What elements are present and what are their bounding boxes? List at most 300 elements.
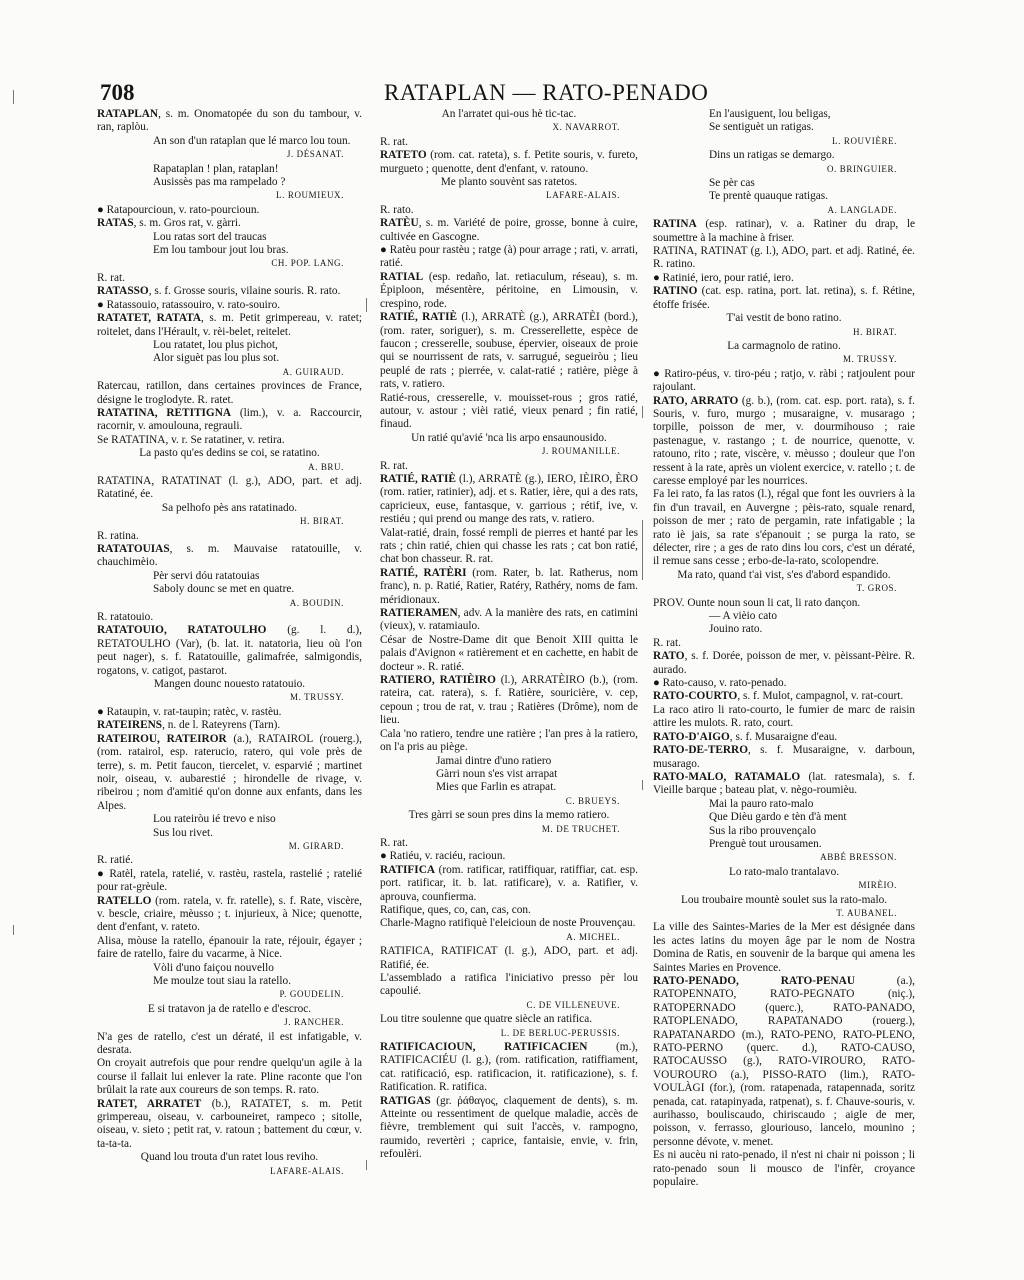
headword: RATO-MALO, RATAMALO [653, 770, 801, 783]
entry [97, 380, 362, 407]
entry-text: Sa pelhofo pès ans ratatinado. [161, 501, 298, 514]
entry-text: Jouino rato. [709, 623, 763, 636]
entry-text: (lim.), v. a. Raccourcir, racornir, v. amoulouna, regrauli. [97, 406, 362, 433]
entry-text: Me moulze tout siau la ratello. [153, 975, 292, 987]
verse-line [709, 190, 915, 203]
headword: RATINA [653, 218, 697, 231]
headword: RATO-COURTO [653, 690, 738, 703]
entry-text: RATATINA, RATATINAT (l. g.), ADO, part. et adj. Ratatiné, ée. [97, 474, 362, 501]
entry-text: Quand lou trouta d'un ratet lous reviho. [140, 1151, 319, 1164]
entry-text: L. DE BERLUC-PERUSSIS. [500, 1027, 620, 1038]
margin-rule [13, 90, 14, 104]
headword: RATIÉ, RATÈRI [380, 566, 467, 579]
headword: RATETO [380, 149, 427, 162]
entry-text: R. rat. [653, 636, 681, 649]
entry [653, 677, 915, 690]
quote-line [380, 176, 638, 189]
entry-text: (rom. ratela, v. fr. ratelle), s. f. Rate, viscère, v. bescle, criaire, mèusso ; t. injurieux, à Nice; quenotte, dent d'enfant, v. rateto. [97, 894, 362, 934]
entry-text: Lou ratas sort del traucas [153, 230, 267, 243]
entry-text: ● Ratèl, ratela, ratelié, v. rastèu, rastela, rastelié ; ratelié pour rat-grèule. [97, 867, 362, 894]
entry [380, 204, 638, 217]
entry-text: (rom. ratificar, ratiffiquar, ratiffiar, cat. esp. port. ratificar, it. b. lat. ratificare), v. a. Ratifier, v. aprouva, counfierma. [380, 863, 638, 903]
entry [97, 733, 362, 813]
entry-text: Saboly dounc se met en quatre. [153, 583, 295, 596]
entry-text: La ville des Saintes-Maries de la Mer est désignée dans les actes latins du moyen âge par le nom de Nostra Domina de Ratis, en souvenir de la barque qui amena les Saintes Maries en Provence. [653, 921, 915, 974]
entry-text: Mies que Farlin es atrapat. [436, 781, 557, 794]
entry-text: J. DÉSANAT. [286, 149, 344, 160]
citation-author [380, 189, 620, 202]
citation-author [653, 135, 897, 148]
entry-text: A. GUIRAUD. [282, 366, 344, 377]
entry-text: ● Ratèu pour rastèu ; ratge (à) pour arrage ; rati, v. arrati, ratié. [380, 244, 638, 270]
entry-text: ● Ratassouio, ratassouiro, v. rato-souiro. [97, 298, 281, 311]
quote-line [97, 1151, 362, 1164]
entry-text: L'assemblado a ratifica l'iniciativo presso pèr lou capoulié. [380, 972, 638, 998]
entry-text: (a.), RATOPENNATO, RATO-PEGNATO (niç.), RATOPERNADO (querc.), RATO-PANADO, RATOPLENADO, RAPATANADO (rouerg.), RAPATANARDO (m.), RATO-PENO, RATO-PLENO, RATO-PERNO (querc. d.), RATO-CAUSO, RATOCAUSSO (g.), RATO-VIROURO, RATO-VOUROURO (a.), PISSO-RATO (lim.), RATO-VOULÀGI (for.), (rom. ratapenada, ratapennada, soritz penada, cat. ratapinyada, ratpenat), s. f. Chauve-souris, v. aurihasso, bouliscaudo, chiriscaudo ; aigle de mer, poisson, v. ferrasso, glouriouso, lancelo, mounino ; personne dévote, v. menet. [653, 975, 915, 1148]
verse-line [153, 231, 362, 244]
entry [653, 218, 915, 245]
entry [380, 728, 638, 755]
column-rule [366, 298, 367, 312]
entry-text: ● Ratiro-péus, v. tiro-péu ; ratjo, v. ràbi ; ratjoulent pour rajoulant. [653, 367, 915, 394]
headword: RATAPLAN [97, 108, 159, 120]
entry-text: Un ratié qu'avié 'nca lis arpo ensaunousido. [411, 431, 607, 444]
entry-text: Charle-Magno ratifiquè l'eleicioun de noste Prouvençau. [380, 917, 636, 930]
entry [380, 837, 638, 850]
entry-text: Ratercau, ratillon, dans certaines provinces de France, désigne le troglodyte. R. ratet. [97, 380, 362, 406]
entry-text: M. GIRARD. [288, 840, 344, 851]
entry-text: Lou ratatet, lou plus pichot, [153, 338, 278, 351]
entry-text: Lou titre soulenne que quatre siècle an ratifica. [380, 1013, 593, 1026]
headword: RATO-PENADO, RATO-PENAU [653, 975, 855, 987]
headword: RATAS [97, 217, 134, 230]
quote-line [653, 340, 915, 353]
verse-line [153, 975, 362, 988]
entry [653, 771, 915, 798]
entry-text: Ma rato, quand t'ai vist, s'es d'abord espandido. [677, 568, 891, 581]
entry-text: An son d'un rataplan que lé marco lou toun. [153, 134, 351, 147]
entry-text: La pasto qu'es dedins se coi, se ratatino. [139, 447, 320, 460]
entry-text: (esp. redaño, lat. retiaculum, réseau), s. m. Épiploon, mésentère, péritoine, en Limousin, v. crespino, rode. [380, 270, 638, 310]
citation-author [653, 204, 897, 217]
entry-text: LAFARE-ALAIS. [546, 190, 620, 201]
verse-line [436, 781, 638, 794]
headword: RATIAL [380, 270, 424, 283]
headword: RATIGAS [380, 1094, 431, 1107]
entry-text: ● Ratiéu, v. raciéu, racioun. [380, 850, 506, 863]
column-1 [97, 108, 362, 1179]
entry-text: Que Dièu gardo e tèn d'à ment [709, 811, 847, 824]
entry-text: Rapataplan ! plan, rataplan! [153, 162, 279, 175]
column-2 [380, 108, 638, 1162]
headword: RATIÉ, RATIÈ [380, 472, 456, 485]
headword: RATIERO, RATIÈIRO [380, 674, 496, 687]
entry [380, 607, 638, 634]
entry [97, 299, 362, 312]
entry-text: Te prentè quauque ratigas. [709, 190, 829, 203]
entry [380, 917, 638, 930]
entry-text: R. rato. [380, 203, 414, 216]
entry-text: J. ROUMANILLE. [541, 446, 620, 457]
entry-text: , s. f. Mulot, campagnol, v. rat-court. [737, 690, 904, 703]
verse-line [709, 149, 915, 162]
citation-author [380, 445, 620, 458]
citation-author [97, 840, 344, 853]
entry-text: CH. POP. LANG. [271, 258, 344, 269]
entry [97, 475, 362, 502]
headword: RATEIROU, RATEIROR [97, 732, 227, 745]
entry-text: (cat. esp. ratina, port. lat. retina), s. f. Rétine, étoffe frisée. [653, 285, 915, 311]
entry-text: En l'ausiguent, lou beligas, [709, 108, 831, 120]
entry [380, 527, 638, 567]
verse-line [709, 798, 915, 811]
entry-text: J. RANCHER. [284, 1017, 344, 1028]
citation-author [653, 326, 897, 339]
entry-text: MIRÈIO. [858, 880, 897, 891]
entry [97, 611, 362, 624]
entry-text: Valat-ratié, drain, fossé rempli de pierres et hanté par les rats ; chin ratié, chien qui chasse les rats ; cat bon ratié, chat bon chasseur. R. rat. [380, 526, 638, 566]
entry-text: La carmagnolo de ratino. [727, 339, 841, 352]
entry [653, 285, 915, 312]
quote-line [653, 866, 915, 879]
page-number: 708 [100, 80, 135, 105]
entry [653, 637, 915, 650]
entry [380, 136, 638, 149]
headword: RATATOUIO, RATATOULHO [97, 624, 267, 637]
citation-author [653, 879, 897, 892]
entry-text: Lou troubaire mountè soulet sus la rato-malo. [680, 893, 888, 906]
entry-text: P. GOUDELIN. [279, 989, 344, 1000]
quote-line [97, 678, 362, 691]
verse-line [153, 176, 362, 189]
entry-text: A. BOUDIN. [289, 597, 344, 608]
entry-text: (lat. ratesmala), s. f. Vieille barque ; bateau plat, v. nègo-roumièu. [653, 770, 915, 797]
entry [97, 624, 362, 678]
entry-text: Es ni aucèu ni rato-penado, il n'est ni chair ni poisson ; li rato-penado soun li mousco de l'infèr, croyance populaire. [653, 1149, 915, 1189]
entry-text: R. ratina. [97, 529, 139, 542]
entry [97, 204, 362, 217]
entry-text: E si tratavon ja de ratello e d'escroc. [147, 1002, 312, 1015]
quote-line [97, 447, 362, 460]
citation-author [97, 691, 344, 704]
entry-text: T. AUBANEL. [836, 907, 897, 918]
entry-text: Sus lou rivet. [153, 826, 213, 839]
entry-text: ABBÉ BRESSON. [820, 852, 897, 863]
entry [97, 543, 362, 570]
headword: RATELLO [97, 894, 152, 907]
entry-text: Prenguè tout urousamen. [709, 837, 822, 850]
entry-text: M. TRUSSY. [290, 692, 344, 703]
entry [653, 488, 915, 568]
citation-author [97, 189, 344, 202]
entry-text: Gàrri noun s'es vist arrapat [436, 767, 558, 780]
entry [653, 650, 915, 677]
citation-author [97, 597, 344, 610]
entry-text: (gr. ῥάθαγος, claquement de dents), s. m. Atteinte ou ressentiment de quelque maladie, accès de fièvre, tremblement qui suit l'accès, v. rampogno, raumido, revertèri ; caprice, fantaisie, envie, v. frin, refoulèri. [380, 1094, 638, 1161]
entry [653, 597, 915, 610]
entry [97, 530, 362, 543]
entry-text: Me planto souvènt sas ratetos. [440, 176, 578, 189]
entry [653, 245, 915, 272]
entry [380, 1095, 638, 1162]
entry-text: (g. b.), (rom. cat. esp. port. rata), s. f. Souris, v. furo, murgo ; musaraigne, v. musarago ; torpille, poisson de mer, v. dourmihouso ; raie pastenague, v. rastango ; t. de nourrice, quenotte, v. ratouno, rito ; rate, viscère, v. mèusso ; douleur que l'on ressent à la rate, après un violent exercice, v. ratello ; t. de caresse employé par les nourrices. [653, 394, 915, 487]
headword: RATASSO [97, 285, 149, 298]
entry-text: (g. l. d.), RETATOULHO (Var), (b. lat. it. natatoria, lieu où l'on peut nager), s. f. Ratatouille, galimafrée, salmigondis, rogatons, v. catigot, pastarot. [97, 624, 363, 677]
entry-text: Ratié-rous, cresserelle, v. mouisset-rous ; gros ratié, autour, v. astour ; vièi ratié, vieux penard ; fin ratié, finaud. [380, 391, 638, 431]
entry-text: R. rat. [97, 271, 125, 284]
verse-line [709, 108, 915, 121]
verse-line [153, 352, 362, 365]
entry [380, 945, 638, 972]
entry [380, 217, 638, 244]
headword: RATIÉ, RATIÈ [380, 311, 458, 324]
entry-text: Ausissès pas ma rampelado ? [153, 176, 286, 189]
entry [380, 271, 638, 311]
entry-text: PROV. Ounte noun soun li cat, li rato dançon. [653, 596, 861, 609]
quote-line [653, 894, 915, 907]
entry-text: , s. f. Grosse souris, vilaine souris. R. rato. [148, 285, 341, 298]
entry [97, 1098, 362, 1152]
entry-text: Jamai dintre d'uno ratiero [436, 754, 552, 767]
entry [380, 311, 638, 391]
entry-text: (l.), ARRATÈ (g.), IERO, IÈIRO, ÈRO (rom. ratier, ratinier), adj. et s. Ratier, ière, qui a des rats, capricieux, euse, fantasque, v. garrious ; rétif, ive, v. restiéu ; qui prend ou mange des rats, v. ratiero. [380, 472, 638, 526]
verse-line [709, 121, 915, 134]
entry-text: , adv. A la manière des rats, en catimini (vieux), v. ratamiaulo. [380, 607, 638, 633]
entry-text: , s. m. Petit grimpereau, v. ratet; roitelet, dans l'Hérault, v. rèi-belet, reitelet. [97, 312, 362, 338]
citation-author [97, 988, 344, 1001]
entry-text: ● Rato-causo, v. rato-penado. [653, 677, 787, 690]
entry-text: A. LANGLADE. [827, 204, 897, 215]
entry-text: Pèr servi dóu ratatouias [153, 569, 260, 582]
entry-text: L. ROUMIEUX. [276, 190, 344, 201]
entry-text: X. NAVARROT. [552, 122, 620, 133]
entry-text: Vòli d'uno faiçou nouvello [153, 961, 274, 974]
headword: RATO, ARRATO [653, 394, 739, 407]
quote-line [380, 809, 638, 822]
entry-text: Se sentiguèt un ratigas. [709, 121, 814, 134]
entry-text: (l.), ARRATÈIRO (b.), (rom. rateira, cat. ratera), s. f. Ratière, souricière, v. cep, cepoun ; trou de rat, v. trau ; Ratières (Drôme), nom de lieu. [380, 674, 639, 727]
entry-text: Alisa, mòuse la ratello, épanouir la rate, réjouir, égayer ; faire de ratello, faire du vacarme, à Nice. [97, 934, 362, 961]
entry-text: (a.), RATAIROL (rouerg.), (rom. ratairol, esp. raterucio, ratero, qui vole près de terre), s. m. Petit faucon, tiercelet, v. esparvié ; martinet noir, oiseau, v. aubarestié ; hirondelle de rivage, v. ribeirou ; nom d'amitié qu'on donne aux enfants, dans les Alpes. [97, 732, 362, 812]
entry-text: On croyait autrefois que pour rendre quelqu'un agile à la course il fallait lui enlever la rate. Pline raconte que l'on brûlait la rate aux coureurs de son temps. R. rato. [97, 1057, 362, 1097]
entry-text: C. DE VILLENEUVE. [526, 999, 620, 1010]
entry-text: , s. m. Variété de poire, grosse, bonne à cuire, cultivée en Gascogne. [380, 217, 638, 243]
headword: RATATET, RATATA [97, 312, 201, 325]
headword: RATATOUIAS [97, 543, 170, 555]
entry-text: L. ROUVIÈRE. [832, 135, 897, 146]
running-title: RATAPLAN — RATO-PENADO [384, 80, 709, 105]
entry [97, 854, 362, 867]
entry-text: (l.), ARRATÈ (g.), ARRATÈI (bord.), (rom. rater, soriguer), s. m. Cresserellette, espèce de faucon ; cresserelle, soubuse, épervier, oiseaux de proie qui se nourrissent de rats, v. sarrugué, segueiròu ; lieu peuplé de rats ; pierrée, v. calat-ratié ; ratière, piège à rats, v. ratiero. [380, 311, 638, 391]
entry-text: LAFARE-ALAIS. [270, 1165, 344, 1176]
entry-text: T'ai vestit de bono ratino. [726, 312, 842, 325]
quote-line [653, 312, 915, 325]
entry-text: (rom. Rater, b. lat. Ratherus, nom franc), n. p. Ratié, Ratier, Ratéry, Rathéry, noms de fam. méridionaux. [380, 566, 639, 606]
entry-text: Em lou tambour jout lou bras. [153, 244, 289, 257]
quote-line [653, 569, 915, 582]
headword: RATET, ARRATET [97, 1097, 202, 1110]
entry-text: , s. f. Dorée, poisson de mer, v. pèissant-Pèire. R. aurado. [653, 650, 915, 676]
headword: RATEIRENS [97, 719, 163, 732]
entry-text: Lou rateiròu ié trevo e niso [153, 813, 276, 826]
entry-text: , s. f. Musaraigne d'eau. [729, 730, 838, 743]
entry-text: T. GROS. [856, 583, 897, 594]
entry [380, 674, 638, 728]
entry-text: Fa lei rato, fa las ratos (l.), régal que font les ouvriers à la fin d'un travail, en Auvergne ; pèis-rato, squale renard, poisson de mer ; rato de pergamin, rate infatigable ; la rato iè jais, sa rate s'épanouit ; se purga la rato, se délecter, rire ; a ges de rato dins lou cors, c'est un dératé, il remue sans cesse ; erbo-de-la-rato, scolopendre. [653, 488, 915, 568]
headword: RATIFICACIOUN, RATIFICACIEN [380, 1041, 588, 1054]
entry [97, 285, 362, 298]
entry-text: — A vièio cato [709, 610, 778, 623]
citation-author [97, 366, 344, 379]
entry [97, 895, 362, 935]
entry [97, 706, 362, 719]
citation-author [97, 1165, 344, 1178]
entry [653, 368, 915, 395]
entry-text: Sus la ribo prouvençalo [709, 824, 816, 837]
verse-line [153, 813, 362, 826]
headword: RATO [653, 650, 685, 663]
entry-text: M. TRUSSY. [843, 354, 897, 365]
citation-author [380, 121, 620, 134]
citation-author [380, 931, 620, 944]
entry [380, 244, 638, 271]
entry-text: R. ratié. [97, 854, 134, 867]
entry [97, 312, 362, 339]
entry-text: R. ratatouio. [97, 611, 154, 624]
citation-author [380, 999, 620, 1012]
citation-author [97, 461, 344, 474]
entry-text: Ratifique, ques, co, can, cas, con. [380, 903, 531, 916]
verse-line [153, 244, 362, 257]
entry-text: Lo rato-malo trantalavo. [728, 865, 840, 878]
citation-author [653, 851, 897, 864]
entry [97, 407, 362, 434]
verse-line [709, 811, 915, 824]
entry-text: César de Nostre-Dame dit que Benoit XIII quitta le palais d'Avignon « ratièrement et en cachette, en habit de docteur ». R. ratié. [380, 633, 638, 673]
entry [653, 744, 915, 771]
entry-text: C. BRUEYS. [565, 795, 620, 806]
entry-text: ● Ratapourcioun, v. rato-pourcioun. [97, 203, 260, 216]
verse-line [709, 610, 915, 623]
headword: RATINO [653, 285, 698, 298]
citation-author [97, 515, 344, 528]
headword: RATO-DE-TERRO [653, 744, 748, 757]
entry-text: ● Ratinié, iero, pour ratié, iero. [653, 271, 794, 284]
entry [380, 634, 638, 674]
entry-text: Se pèr cas [709, 177, 755, 190]
entry-text: La raco atiro li rato-courto, le fumier de marc de raisin attire les mulots. R. rato, court. [653, 703, 915, 730]
entry [653, 395, 915, 489]
entry-text: Dins un ratigas se demargo. [709, 149, 835, 162]
verse-line [153, 135, 362, 148]
entry [380, 1013, 638, 1026]
entry [97, 272, 362, 285]
column-rule [642, 780, 643, 790]
entry [97, 719, 362, 732]
entry [653, 921, 915, 975]
entry-text: Cala 'no ratiero, tendre une ratière ; l'an pres à la ratiero, on l'a pris au piège. [380, 727, 638, 754]
citation-author [653, 907, 897, 920]
entry [97, 935, 362, 962]
verse-line [709, 825, 915, 838]
quote-line [97, 502, 362, 515]
entry [380, 864, 638, 904]
entry-text: O. BRINGUIER. [826, 163, 897, 174]
column-rule [642, 520, 643, 580]
entry [97, 868, 362, 895]
column-3 [653, 108, 915, 1190]
entry [380, 473, 638, 527]
entry [97, 1057, 362, 1097]
entry-text: , n. de l. Rateyrens (Tarn). [162, 719, 281, 732]
entry-text: (m.), RATIFICACIÉU (l. g.), (rom. ratification, ratiffiament, cat. ratificació, esp. ratificacion, it. ratificazione), s. f. Ratification. R. ratifica. [380, 1041, 638, 1094]
margin-rule [13, 925, 14, 935]
entry [380, 972, 638, 999]
citation-author [380, 795, 620, 808]
citation-author [653, 582, 897, 595]
entry-text: Alor siguèt pas lou plus sot. [153, 352, 280, 365]
entry [380, 904, 638, 917]
entry-text: M. DE TRUCHET. [541, 823, 620, 834]
citation-author [97, 1016, 344, 1029]
entry [653, 272, 915, 285]
citation-author [97, 148, 344, 161]
entry-text: H. BIRAT. [853, 326, 897, 337]
entry [653, 704, 915, 731]
entry-text: R. rat. [380, 135, 408, 148]
entry [380, 460, 638, 473]
citation-author [380, 1027, 620, 1040]
entry [380, 149, 638, 176]
entry-text: RATINA, RATINAT (g. l.), ADO, part. et adj. Ratiné, ée. R. ratino. [653, 245, 915, 271]
verse-line [436, 755, 638, 768]
verse-line [153, 827, 362, 840]
citation-author [653, 163, 897, 176]
quote-line [380, 432, 638, 445]
entry-text: , s. f. Musaraigne, v. darboun, musarago. [653, 744, 915, 770]
headword: RATIERAMEN [380, 607, 458, 620]
entry [380, 1041, 638, 1095]
citation-author [97, 257, 344, 270]
entry [380, 850, 638, 863]
quote-line [97, 1003, 362, 1016]
entry [97, 434, 362, 447]
entry [380, 392, 638, 432]
entry-text: An l'arratet qui-ous hè tic-tac. [441, 108, 577, 120]
entry [97, 1031, 362, 1058]
entry-text: Se RATATINA, v. r. Se ratatiner, v. retira. [97, 433, 285, 446]
entry-text: A. BRU. [308, 461, 344, 472]
entry [653, 690, 915, 703]
verse-line [153, 570, 362, 583]
entry-text: , s. m. Onomatopée du son du tambour, v. ran, raplòu. [97, 108, 362, 134]
verse-line [436, 768, 638, 781]
verse-line [153, 583, 362, 596]
entry-text: (b.), RATATET, s. m. Petit grimpereau, oiseau, v. carbouneiret, rampeco ; sitolle, oiseau, v. sieto ; petit rat, v. ratoun ; battement du cœur, v. ta-ta-ta. [97, 1097, 362, 1150]
entry-text: (rom. cat. rateta), s. f. Petite souris, v. fureto, murgueto ; quenotte, dent d'enfant, v. ratouno. [380, 149, 638, 175]
quote-line [380, 108, 638, 121]
citation-author [380, 823, 620, 836]
verse-line [153, 163, 362, 176]
entry [653, 1149, 915, 1189]
headword: RATÈU [380, 217, 419, 230]
column-rule [366, 1160, 367, 1170]
entry-text: RATIFICA, RATIFICAT (l. g.), ADO, part. et adj. Ratifié, ée. [380, 945, 638, 971]
column-rule [642, 406, 643, 418]
headword: RATO-D'AIGO [653, 730, 730, 743]
entry [97, 217, 362, 230]
entry-text: Tres gàrri se soun pres dins la memo ratiero. [408, 809, 610, 822]
